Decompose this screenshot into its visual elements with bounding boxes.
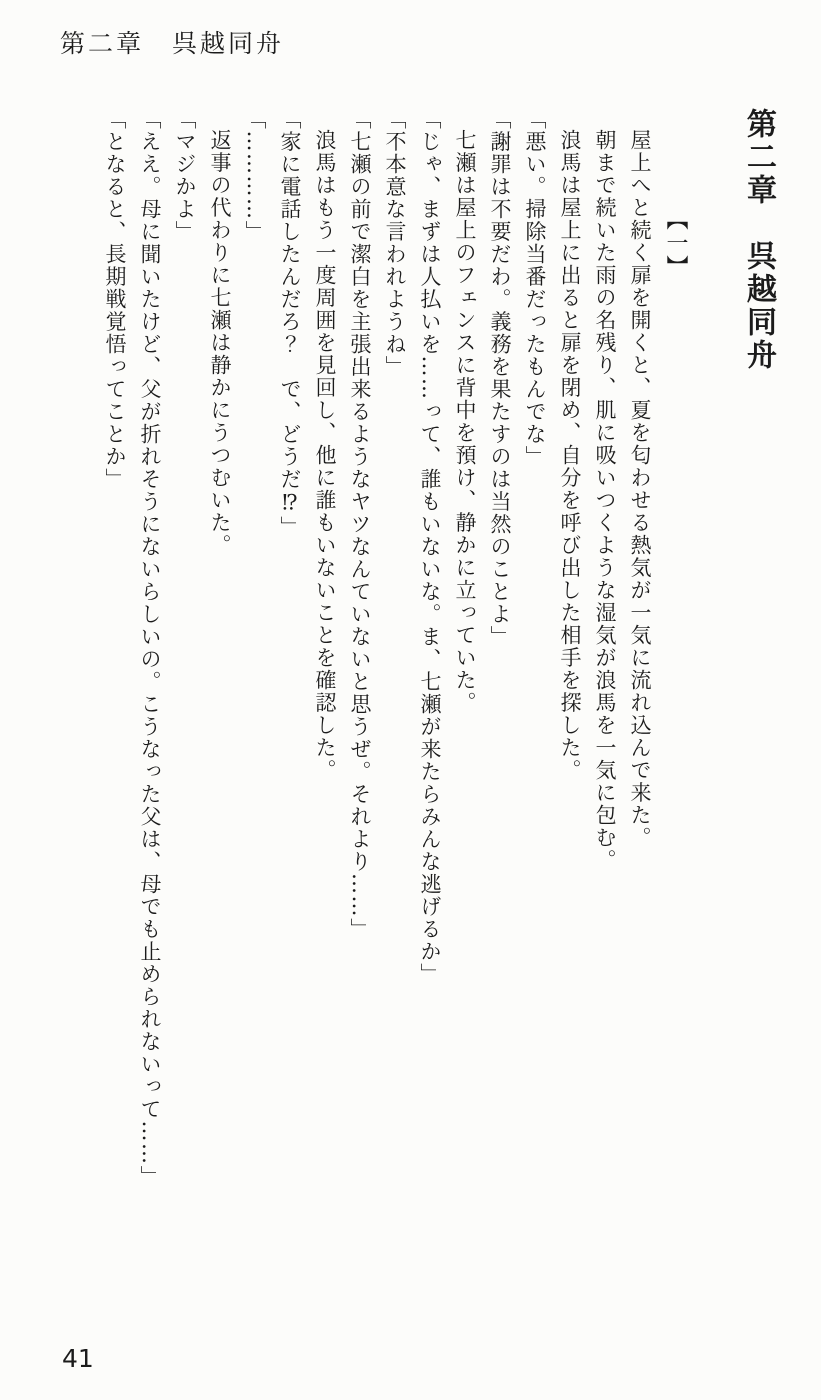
paragraph-narrative: 七瀬は屋上のフェンスに背中を預け、静かに立っていた。 (453, 129, 477, 714)
section-number-marker: 【一】 (663, 208, 688, 279)
paragraph-narrative: 返事の代わりに七瀬は静かにうつむいた。 (208, 129, 232, 557)
paragraph-dialogue: 「ええ。母に聞いたけど、父が折れそうにないらしいの。こうなった父は、母でも止められないって……」 (138, 108, 162, 1188)
paragraph-narrative: 朝まで続いた雨の名残り、肌に吸いつくような湿気が浪馬を一気に包む。 (593, 129, 617, 872)
paragraph-dialogue: 「…………」 (243, 108, 267, 243)
chapter-title: 第二章 呉越同舟 (741, 108, 776, 372)
paragraph-narrative: 屋上へと続く扉を開くと、夏を匂わせる熱気が一気に流れ込んで来た。 (628, 129, 652, 849)
paragraph-dialogue: 「じゃ、まずは人払いを……って、誰もいないな。ま、七瀬が来たらみんな逃げるか」 (418, 108, 442, 986)
paragraph-dialogue: 「家に電話したんだろ？ で、どうだ⁉」 (278, 108, 302, 539)
paragraph-dialogue: 「マジかよ」 (173, 108, 197, 243)
paragraph-dialogue: 「となると、長期戦覚悟ってことか」 (103, 108, 127, 491)
paragraph-narrative: 浪馬はもう一度周囲を見回し、他に誰もいないことを確認した。 (313, 129, 337, 782)
running-header: 第二章 呉越同舟 (60, 29, 285, 58)
vertical-text-block (97, 108, 785, 1388)
paragraph-dialogue: 「不本意な言われようね」 (383, 108, 407, 378)
paragraph-dialogue: 「七瀬の前で潔白を主張出来るようなヤツなんていないと思うぜ。それより……」 (348, 108, 372, 941)
paragraph-dialogue: 「悪い。掃除当番だったもんでな」 (523, 108, 547, 468)
paragraph-narrative: 浪馬は屋上に出ると扉を閉め、自分を呼び出した相手を探した。 (558, 129, 582, 782)
page-number: 41 (62, 1344, 94, 1373)
paragraph-dialogue: 「謝罪は不要だわ。義務を果たすのは当然のことよ」 (488, 108, 512, 648)
